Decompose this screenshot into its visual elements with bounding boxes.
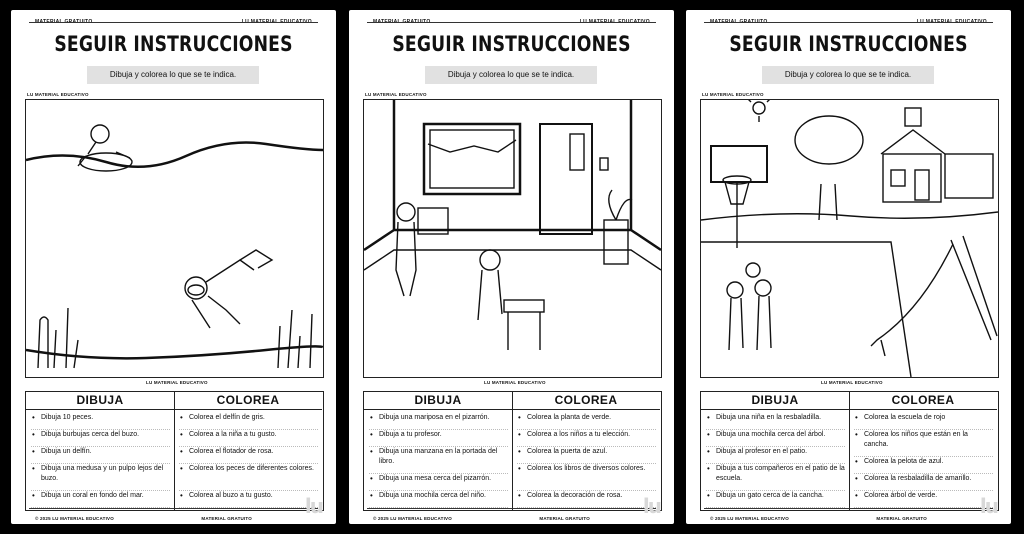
underwater-scene-icon [25, 99, 324, 378]
footer-copyright: © 2025 LU MATERIAL EDUCATIVO [35, 516, 114, 521]
brand-label-below: LU MATERIAL EDUCATIVO [821, 380, 883, 385]
list-item: • Colorea el delfín de gris. [179, 413, 318, 430]
list-item: • Dibuja una medusa y un pulpo lejos del buzo. [31, 464, 170, 491]
top-left-label: MATERIAL GRATUITO [373, 19, 431, 25]
top-right-label: LU MATERIAL EDUCATIVO [579, 19, 650, 25]
instructions-subtitle: Dibuja y colorea lo que se te indica. [87, 66, 259, 84]
list-item: • Colorea la escuela de rojo [854, 413, 993, 430]
list-item: • Dibuja una mochila cerca del niño. [369, 491, 508, 508]
page-title: SEGUIR INSTRUCCIONES [729, 32, 968, 56]
footer-copyright: © 2025 LU MATERIAL EDUCATIVO [373, 516, 452, 521]
instructions-subtitle: Dibuja y colorea lo que se te indica. [425, 66, 597, 84]
list-item: • Dibuja burbujas cerca del buzo. [31, 430, 170, 447]
list-item: • Dibuja una mariposa en el pizarrón. [369, 413, 508, 430]
divider [29, 22, 318, 23]
colorea-heading: COLOREA [512, 392, 660, 410]
list-item: • Dibuja un coral en fondo del mar. [31, 491, 170, 508]
brand-label: LU MATERIAL EDUCATIVO [702, 92, 764, 97]
page-title: SEGUIR INSTRUCCIONES [392, 32, 631, 56]
classroom-scene-icon [363, 99, 662, 378]
colorea-heading: COLOREA [174, 392, 322, 410]
list-item: • Dibuja un gato cerca de la cancha. [706, 491, 845, 508]
colorea-column [849, 392, 997, 510]
tasks-table [363, 391, 662, 511]
lu-logo: lu [979, 494, 997, 518]
worksheet-1 [11, 10, 336, 524]
colorea-heading: COLOREA [849, 392, 997, 410]
dibuja-column [701, 392, 850, 510]
brand-label: LU MATERIAL EDUCATIVO [27, 92, 89, 97]
list-item: • Dibuja una mesa cerca del pizarrón. [369, 474, 508, 491]
list-item: • Colorea al buzo a tu gusto. [179, 491, 318, 508]
divider [704, 508, 993, 509]
dibuja-heading: DIBUJA [26, 392, 174, 410]
divider [367, 508, 656, 509]
brand-label: LU MATERIAL EDUCATIVO [365, 92, 427, 97]
tasks-table [25, 391, 324, 511]
list-item: • Colorea los libros de diversos colores. [517, 464, 656, 491]
footer-right-label: MATERIAL GRATUITO [539, 516, 590, 521]
list-item: • Colorea los niños que están en la cancha. [854, 430, 993, 457]
top-right-label: LU MATERIAL EDUCATIVO [241, 19, 312, 25]
top-left-label: MATERIAL GRATUITO [35, 19, 93, 25]
list-item: • Colorea el flotador de rosa. [179, 447, 318, 464]
instructions-subtitle: Dibuja y colorea lo que se te indica. [762, 66, 934, 84]
list-item: • Colorea los peces de diferentes colores. [179, 464, 318, 491]
list-item: • Colorea árbol de verde. [854, 491, 993, 508]
playground-scene-icon [700, 99, 999, 378]
footer-right-label: MATERIAL GRATUITO [201, 516, 252, 521]
footer-right-label: MATERIAL GRATUITO [876, 516, 927, 521]
list-item: • Dibuja a tu profesor. [369, 430, 508, 447]
lu-logo: lu [642, 494, 660, 518]
list-item: • Colorea la puerta de azul. [517, 447, 656, 464]
list-item: • Colorea a los niños a tu elección. [517, 430, 656, 447]
list-item: • Dibuja un delfín. [31, 447, 170, 464]
list-item: • Colorea la pelota de azul. [854, 457, 993, 474]
colorea-column [174, 392, 322, 510]
dibuja-heading: DIBUJA [364, 392, 512, 410]
lu-logo: lu [304, 494, 322, 518]
list-item: • Colorea la resbaladilla de amarillo. [854, 474, 993, 491]
page-title: SEGUIR INSTRUCCIONES [54, 32, 293, 56]
list-item: • Dibuja una manzana en la portada del libro. [369, 447, 508, 474]
list-item: • Colorea la planta de verde. [517, 413, 656, 430]
list-item: • Dibuja al profesor en el patio. [706, 447, 845, 464]
list-item: • Dibuja una niña en la resbaladilla. [706, 413, 845, 430]
worksheet-3 [686, 10, 1011, 524]
list-item: • Colorea la decoración de rosa. [517, 491, 656, 508]
divider [29, 508, 318, 509]
dibuja-heading: DIBUJA [701, 392, 849, 410]
dibuja-column [26, 392, 175, 510]
worksheet-2 [349, 10, 674, 524]
brand-label-below: LU MATERIAL EDUCATIVO [146, 380, 208, 385]
brand-label-below: LU MATERIAL EDUCATIVO [484, 380, 546, 385]
colorea-column [512, 392, 660, 510]
footer-copyright: © 2025 LU MATERIAL EDUCATIVO [710, 516, 789, 521]
top-left-label: MATERIAL GRATUITO [710, 19, 768, 25]
dibuja-column [364, 392, 513, 510]
list-item: • Dibuja una mochila cerca del árbol. [706, 430, 845, 447]
top-right-label: LU MATERIAL EDUCATIVO [916, 19, 987, 25]
divider [704, 22, 993, 23]
list-item: • Dibuja a tus compañeros en el patio de la escuela. [706, 464, 845, 491]
tasks-table [700, 391, 999, 511]
list-item: • Dibuja 10 peces. [31, 413, 170, 430]
divider [367, 22, 656, 23]
list-item: • Colorea a la niña a tu gusto. [179, 430, 318, 447]
